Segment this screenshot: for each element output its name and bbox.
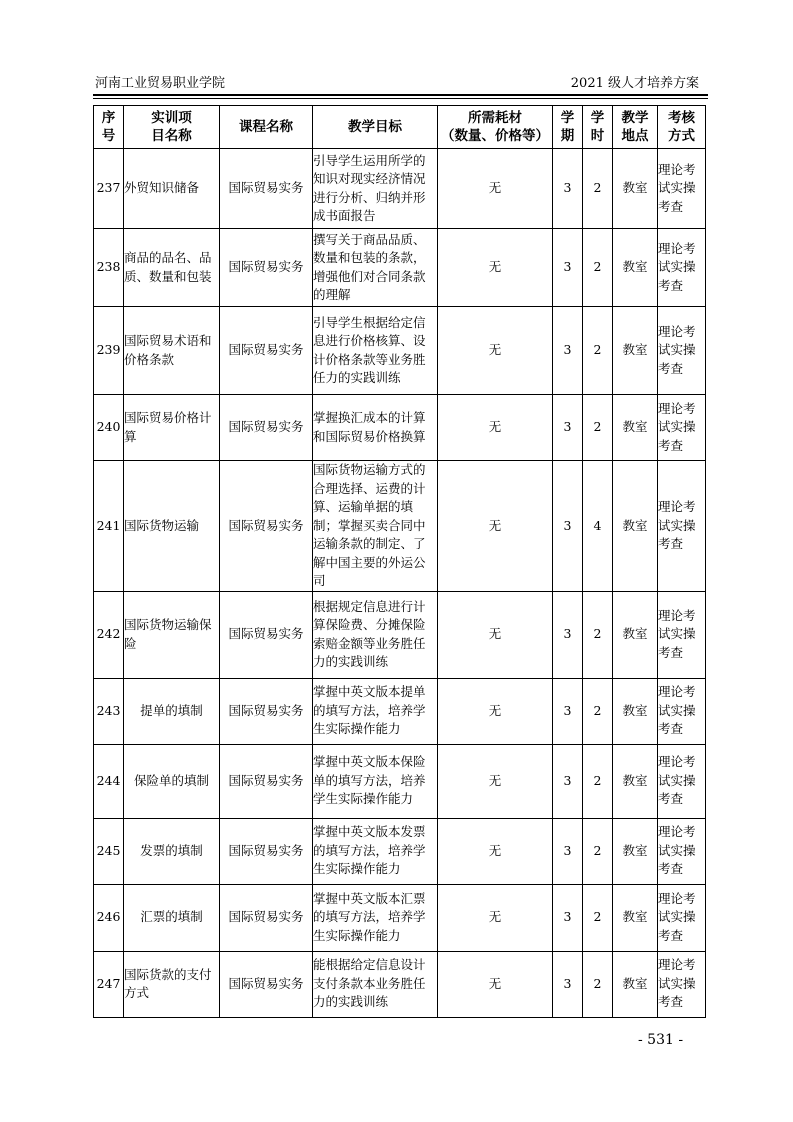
teaching-goal: 掌握中英文版本保险单的填写方法，培养学生实际操作能力	[313, 744, 438, 818]
column-header-hours: 学 时	[583, 106, 613, 149]
table-header-row	[94, 106, 706, 149]
header-rule	[93, 94, 708, 96]
location: 教室	[613, 818, 658, 884]
location: 教室	[613, 591, 658, 678]
materials: 无	[438, 149, 553, 229]
term: 3	[553, 591, 583, 678]
row-number: 242	[94, 591, 124, 678]
project-name: 保险单的填制	[124, 744, 220, 818]
column-header-term: 学 期	[553, 106, 583, 149]
assessment: 理论考试实操考查	[658, 591, 706, 678]
row-number: 245	[94, 818, 124, 884]
term: 3	[553, 884, 583, 951]
table-row	[94, 744, 706, 818]
table-row	[94, 307, 706, 395]
materials: 无	[438, 591, 553, 678]
term: 3	[553, 818, 583, 884]
assessment: 理论考试实操考查	[658, 229, 706, 307]
materials: 无	[438, 307, 553, 395]
materials: 无	[438, 818, 553, 884]
project-name: 外贸知识储备	[124, 149, 220, 229]
location: 教室	[613, 678, 658, 744]
term: 3	[553, 678, 583, 744]
hours: 4	[583, 461, 613, 592]
project-name: 发票的填制	[124, 818, 220, 884]
row-number: 239	[94, 307, 124, 395]
project-name: 汇票的填制	[124, 884, 220, 951]
materials: 无	[438, 395, 553, 461]
row-number: 243	[94, 678, 124, 744]
project-name: 国际货物运输保险	[124, 591, 220, 678]
materials: 无	[438, 229, 553, 307]
hours: 2	[583, 307, 613, 395]
course-name: 国际贸易实务	[220, 307, 313, 395]
course-name: 国际贸易实务	[220, 591, 313, 678]
teaching-goal: 掌握换汇成本的计算和国际贸易价格换算	[313, 395, 438, 461]
assessment: 理论考试实操考查	[658, 461, 706, 592]
assessment: 理论考试实操考查	[658, 678, 706, 744]
row-number: 240	[94, 395, 124, 461]
hours: 2	[583, 744, 613, 818]
materials: 无	[438, 884, 553, 951]
term: 3	[553, 461, 583, 592]
course-name: 国际贸易实务	[220, 818, 313, 884]
column-header-goal: 教学目标	[313, 106, 438, 149]
project-name: 国际贸易价格计算	[124, 395, 220, 461]
column-header-no: 序 号	[94, 106, 124, 149]
assessment: 理论考试实操考查	[658, 307, 706, 395]
location: 教室	[613, 229, 658, 307]
location: 教室	[613, 461, 658, 592]
hours: 2	[583, 395, 613, 461]
course-name: 国际贸易实务	[220, 395, 313, 461]
course-name: 国际贸易实务	[220, 884, 313, 951]
table-row	[94, 678, 706, 744]
term: 3	[553, 951, 583, 1017]
teaching-goal: 引导学生运用所学的知识对现实经济情况进行分析、归纳并形成书面报告	[313, 149, 438, 229]
hours: 2	[583, 229, 613, 307]
course-name: 国际贸易实务	[220, 951, 313, 1017]
teaching-goal: 掌握中英文版本提单的填写方法，培养学生实际操作能力	[313, 678, 438, 744]
hours: 2	[583, 951, 613, 1017]
project-name: 国际货款的支付方式	[124, 951, 220, 1017]
teaching-goal: 国际货物运输方式的合理选择、运费的计算、运输单据的填制；掌握买卖合同中运输条款的制定、了解中国主要的外运公司	[313, 461, 438, 592]
table-row	[94, 149, 706, 229]
table-row	[94, 591, 706, 678]
hours: 2	[583, 678, 613, 744]
row-number: 246	[94, 884, 124, 951]
term: 3	[553, 149, 583, 229]
hours: 2	[583, 149, 613, 229]
header-institution: 河南工业贸易职业学院	[95, 76, 226, 91]
row-number: 247	[94, 951, 124, 1017]
assessment: 理论考试实操考查	[658, 951, 706, 1017]
teaching-goal: 引导学生根据给定信息进行价格核算、设计价格条款等业务胜任力的实践训练	[313, 307, 438, 395]
table-row	[94, 461, 706, 592]
assessment: 理论考试实操考查	[658, 884, 706, 951]
location: 教室	[613, 307, 658, 395]
course-name: 国际贸易实务	[220, 744, 313, 818]
term: 3	[553, 744, 583, 818]
materials: 无	[438, 678, 553, 744]
row-number: 241	[94, 461, 124, 592]
term: 3	[553, 307, 583, 395]
column-header-location: 教学 地点	[613, 106, 658, 149]
assessment: 理论考试实操考查	[658, 395, 706, 461]
row-number: 244	[94, 744, 124, 818]
teaching-goal: 掌握中英文版本发票的填写方法，培养学生实际操作能力	[313, 818, 438, 884]
project-name: 商品的品名、品质、数量和包装	[124, 229, 220, 307]
header-plan-title: 2021 级人才培养方案	[570, 76, 699, 91]
materials: 无	[438, 744, 553, 818]
materials: 无	[438, 461, 553, 592]
page-number: - 531 -	[638, 1032, 684, 1048]
assessment: 理论考试实操考查	[658, 744, 706, 818]
course-name: 国际贸易实务	[220, 229, 313, 307]
column-header-course: 课程名称	[220, 106, 313, 149]
hours: 2	[583, 818, 613, 884]
table-row	[94, 884, 706, 951]
course-name: 国际贸易实务	[220, 149, 313, 229]
assessment: 理论考试实操考查	[658, 149, 706, 229]
materials: 无	[438, 951, 553, 1017]
location: 教室	[613, 744, 658, 818]
training-project-table	[93, 105, 706, 1018]
course-name: 国际贸易实务	[220, 461, 313, 592]
location: 教室	[613, 149, 658, 229]
teaching-goal: 能根据给定信息设计支付条款本业务胜任力的实践训练	[313, 951, 438, 1017]
table-row	[94, 229, 706, 307]
teaching-goal: 根据规定信息进行计算保险费、分摊保险索赔金额等业务胜任力的实践训练	[313, 591, 438, 678]
hours: 2	[583, 591, 613, 678]
row-number: 237	[94, 149, 124, 229]
project-name: 国际贸易术语和价格条款	[124, 307, 220, 395]
teaching-goal: 掌握中英文版本汇票的填写方法，培养学生实际操作能力	[313, 884, 438, 951]
column-header-assessment: 考核 方式	[658, 106, 706, 149]
table-row	[94, 951, 706, 1017]
column-header-materials: 所需耗材 （数量、价格等）	[438, 106, 553, 149]
row-number: 238	[94, 229, 124, 307]
header-rule-thin	[93, 98, 708, 99]
location: 教室	[613, 951, 658, 1017]
hours: 2	[583, 884, 613, 951]
project-name: 提单的填制	[124, 678, 220, 744]
course-name: 国际贸易实务	[220, 678, 313, 744]
column-header-project: 实训项 目名称	[124, 106, 220, 149]
table-row	[94, 395, 706, 461]
project-name: 国际货物运输	[124, 461, 220, 592]
table-row	[94, 818, 706, 884]
location: 教室	[613, 884, 658, 951]
location: 教室	[613, 395, 658, 461]
term: 3	[553, 229, 583, 307]
teaching-goal: 撰写关于商品品质、数量和包装的条款，增强他们对合同条款的理解	[313, 229, 438, 307]
term: 3	[553, 395, 583, 461]
assessment: 理论考试实操考查	[658, 818, 706, 884]
